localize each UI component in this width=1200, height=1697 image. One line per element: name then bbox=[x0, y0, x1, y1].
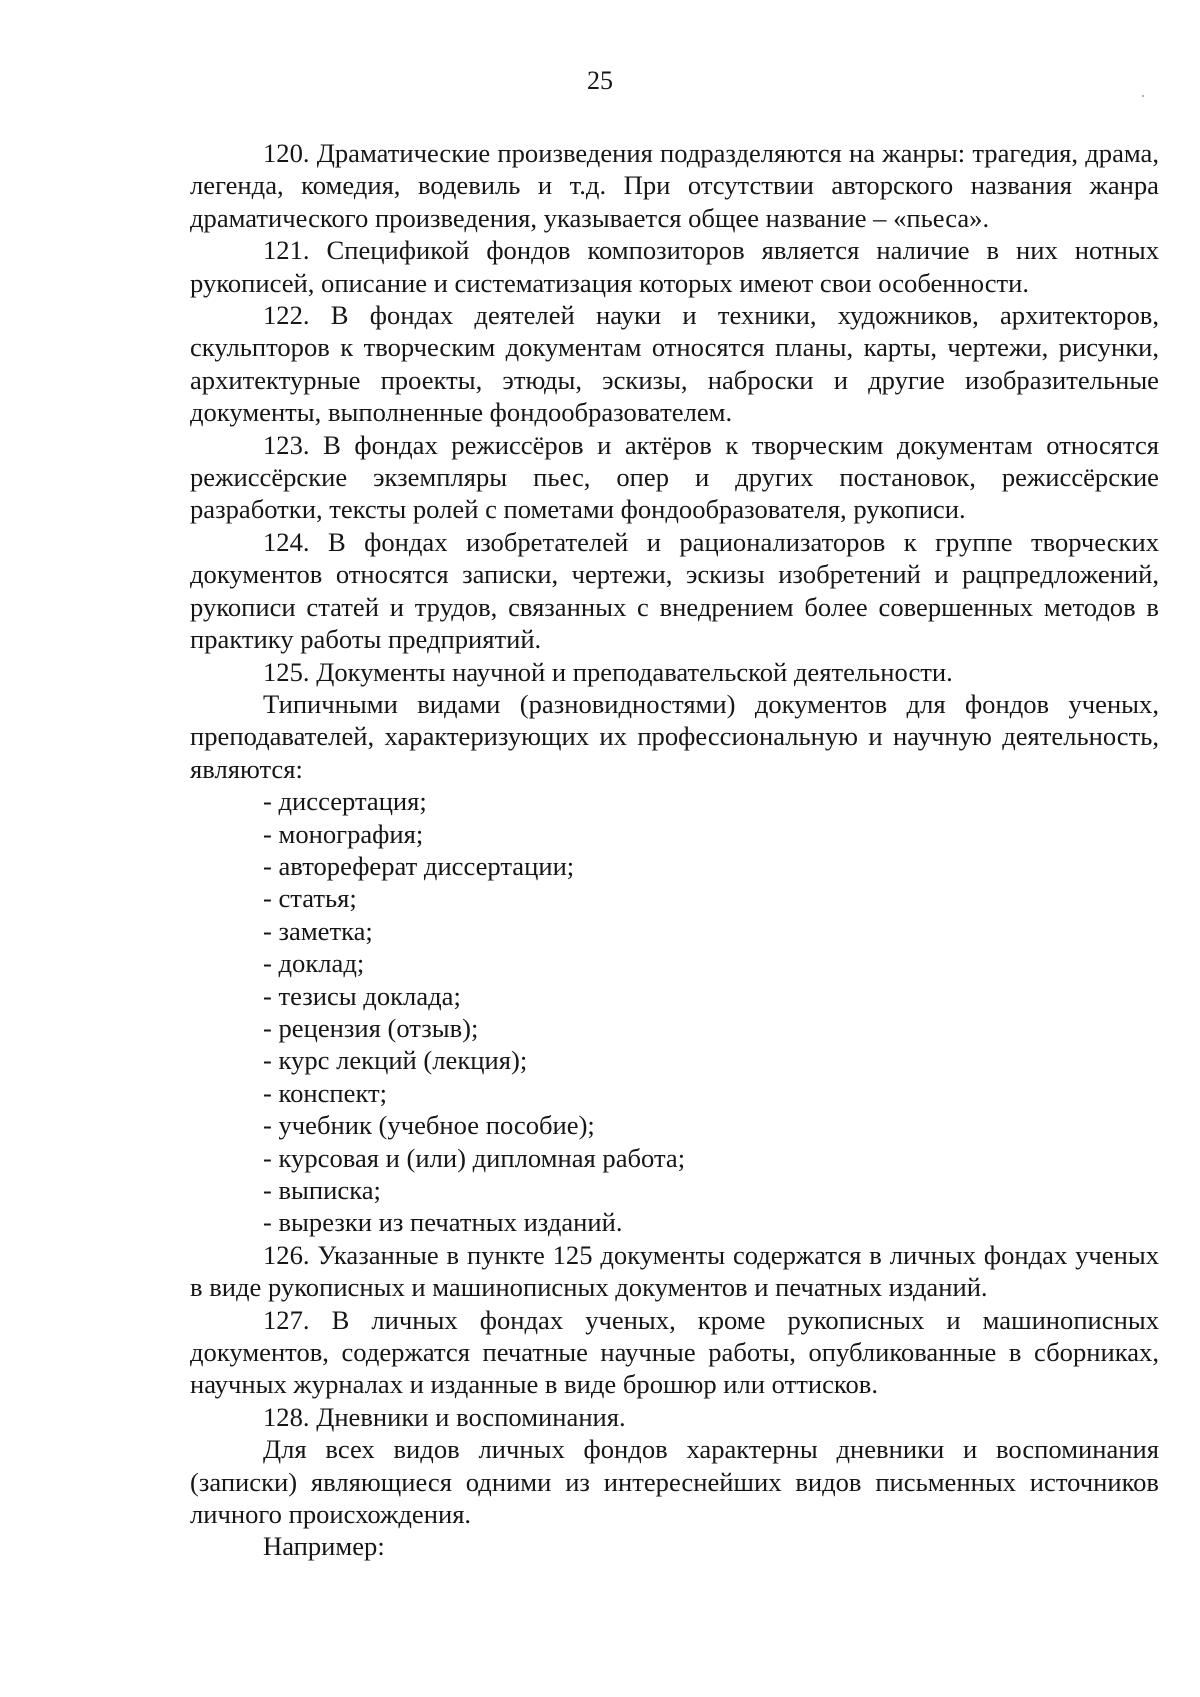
list-item: - вырезки из печатных изданий. bbox=[263, 1207, 623, 1238]
document-types-list bbox=[190, 785, 1159, 1239]
list-item: - статья; bbox=[263, 883, 357, 914]
paragraph-121: 121. Спецификой фондов композиторов является наличие в них нотных рукописей, описание и систематизация которых имеют свои особенности. bbox=[190, 235, 1159, 298]
paragraph-123: 123. В фондах режиссёров и актёров к творческим документам относятся режиссёрские экземпляры пьес, опер и других постановок, режиссёрские разработки, тексты ролей с пометами фондообразователя, рукописи. bbox=[190, 429, 1159, 525]
paragraph-128-body: Для всех видов личных фондов характерны дневники и воспоминания (записки) являющиеся одними из интереснейших видов письменных источников личного происхождения. bbox=[190, 1434, 1159, 1530]
document-body bbox=[190, 137, 1159, 1563]
list-item: - диссертация; bbox=[263, 786, 427, 817]
list-item: - курс лекций (лекция); bbox=[263, 1045, 528, 1076]
scan-speck bbox=[1142, 95, 1144, 97]
paragraph-125: 125. Документы научной и преподавательской деятельности. bbox=[263, 656, 953, 687]
list-item: - учебник (учебное пособие); bbox=[263, 1110, 595, 1141]
paragraph-120: 120. Драматические произведения подразделяются на жанры: трагедия, драма, легенда, комедия, водевиль и т.д. При отсутствии авторского названия жанра драматического произведения, указывается общее название – «пьеса». bbox=[190, 138, 1159, 233]
list-item: - тезисы доклада; bbox=[263, 980, 461, 1011]
paragraph-126: 126. Указанные в пункте 125 документы содержатся в личных фондах ученых в виде рукописных и машинописных документов и печатных изданий. bbox=[190, 1239, 1159, 1303]
list-item: - конспект; bbox=[263, 1077, 388, 1108]
paragraph-124: 124. В фондах изобретателей и рационализаторов к группе творческих документов относятся записки, чертежи, эскизы изобретений и рацпредложений, рукописи статей и трудов, связанных с внедрением более совершенных методов в практику работы предприятий. bbox=[190, 526, 1159, 655]
paragraph-example-lead: Например: bbox=[263, 1531, 385, 1562]
paragraph-127: 127. В личных фондах ученых, кроме рукописных и машинописных документов, содержатся печатные научные работы, опубликованные в сборниках, научных журналах и изданные в виде брошюр или оттисков. bbox=[190, 1304, 1159, 1400]
list-item: - заметка; bbox=[263, 915, 373, 946]
paragraph-128: 128. Дневники и воспоминания. bbox=[263, 1401, 626, 1432]
paragraph-125-intro: Типичными видами (разновидностями) документов для фондов ученых, преподавателей, характеризующих их профессиональную и научную деятельность, являются: bbox=[190, 688, 1159, 784]
list-item: - автореферат диссертации; bbox=[263, 850, 575, 881]
list-item: - курсовая и (или) дипломная работа; bbox=[263, 1142, 686, 1173]
list-item: - доклад; bbox=[263, 948, 365, 979]
list-item: - выписка; bbox=[263, 1175, 381, 1205]
paragraph-122: 122. В фондах деятелей науки и техники, художников, архитекторов, скульпторов к творческим документам относятся планы, карты, чертежи, рисунки, архитектурные проекты, этюды, эскизы, наброски и другие изобразительные документы, выполненные фондообразователем. bbox=[190, 300, 1159, 428]
list-item: - монография; bbox=[263, 818, 424, 849]
list-item: - рецензия (отзыв); bbox=[263, 1012, 479, 1043]
page-number: 25 bbox=[587, 66, 613, 95]
